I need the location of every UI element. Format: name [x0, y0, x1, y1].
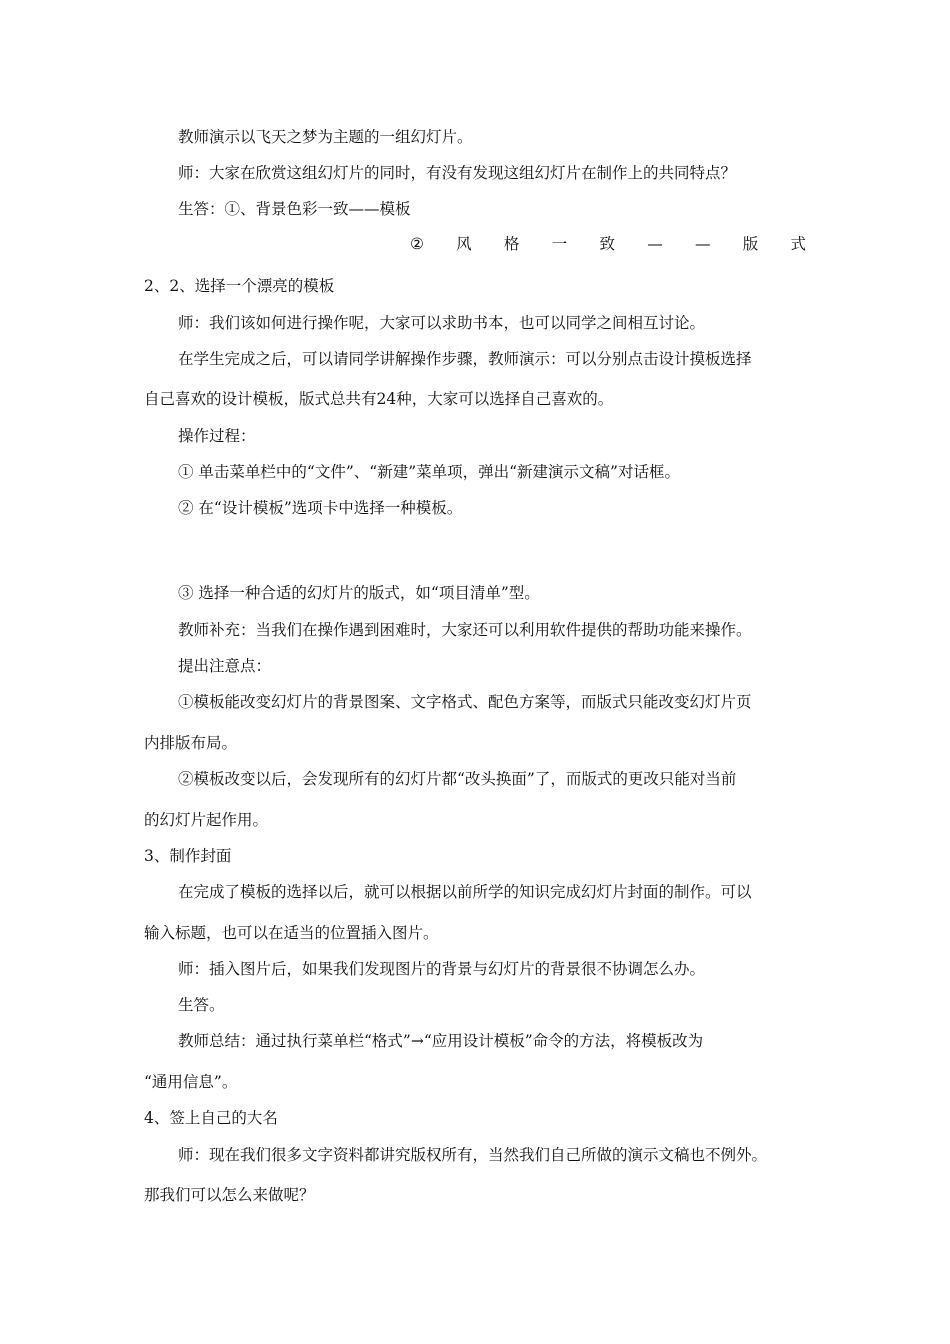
paragraph-line: 教师演示以飞天之梦为主题的一组幻灯片。: [178, 128, 473, 146]
paragraph-line: 提出注意点：: [178, 657, 272, 675]
section-heading: 4、签上自己的大名: [144, 1109, 278, 1127]
spread-char: 版: [742, 235, 759, 253]
paragraph-line: 那我们可以怎么来做呢？: [144, 1186, 315, 1204]
paragraph-line: “通用信息”。: [144, 1073, 238, 1091]
spread-char: —: [694, 235, 711, 253]
paragraph-line: ①模板能改变幻灯片的背景图案、文字格式、配色方案等，而版式只能改变幻灯片页: [178, 693, 752, 711]
spread-char: 式: [790, 235, 806, 253]
spread-char: 风: [456, 235, 472, 253]
paragraph-line: 生答：①、背景色彩一致——模板: [178, 200, 411, 218]
paragraph-line: 师：大家在欣赏这组幻灯片的同时，有没有发现这组幻灯片在制作上的共同特点？: [178, 164, 737, 182]
spread-char: 格: [503, 235, 520, 253]
spread-char: 致: [599, 235, 615, 253]
paragraph-line: 操作过程：: [178, 427, 256, 445]
section-heading: 3、制作封面: [144, 847, 232, 865]
paragraph-line: 自己喜欢的设计模板，版式总共有24种，大家可以选择自己喜欢的。: [144, 390, 614, 408]
paragraph-line: 师：我们该如何进行操作呢，大家可以求助书本，也可以同学之间相互讨论。: [178, 314, 706, 332]
paragraph-line: 生答。: [178, 996, 225, 1014]
paragraph-line: ②模板改变以后，会发现所有的幻灯片都“改头换面”了，而版式的更改只能对当前: [178, 770, 737, 788]
spread-justified-line: [410, 234, 806, 254]
paragraph-line: 在完成了模板的选择以后，就可以根据以前所学的知识完成幻灯片封面的制作。可以: [178, 883, 752, 901]
paragraph-line: 内排版布局。: [144, 734, 238, 752]
list-item: ③ 选择一种合适的幻灯片的版式，如“项目清单”型。: [178, 584, 540, 602]
paragraph-line: 输入标题，也可以在适当的位置插入图片。: [144, 924, 439, 942]
paragraph-line: 的幻灯片起作用。: [144, 811, 269, 829]
section-heading: 2、2、选择一个漂亮的模板: [144, 277, 335, 295]
paragraph-line: 教师总结：通过执行菜单栏“格式”→“应用设计模板”命令的方法，将模板改为: [178, 1032, 704, 1050]
spread-char: ②: [410, 235, 424, 253]
list-item: ② 在“设计模板”选项卡中选择一种模板。: [178, 499, 463, 517]
paragraph-line: 在学生完成之后，可以请同学讲解操作步骤，教师演示：可以分别点击设计摸板选择: [178, 350, 752, 368]
paragraph-line: 师：现在我们很多文字资料都讲究版权所有，当然我们自己所做的演示文稿也不例外。: [178, 1146, 768, 1164]
paragraph-line: 教师补充：当我们在操作遇到困难时，大家还可以利用软件提供的帮助功能来操作。: [178, 621, 752, 639]
list-item: ① 单击菜单栏中的“文件”、“新建”菜单项，弹出“新建演示文稿”对话框。: [178, 463, 680, 481]
spread-char: —: [647, 235, 663, 253]
paragraph-line: 师：插入图片后，如果我们发现图片的背景与幻灯片的背景很不协调怎么办。: [178, 960, 706, 978]
spread-char: 一: [551, 235, 568, 253]
